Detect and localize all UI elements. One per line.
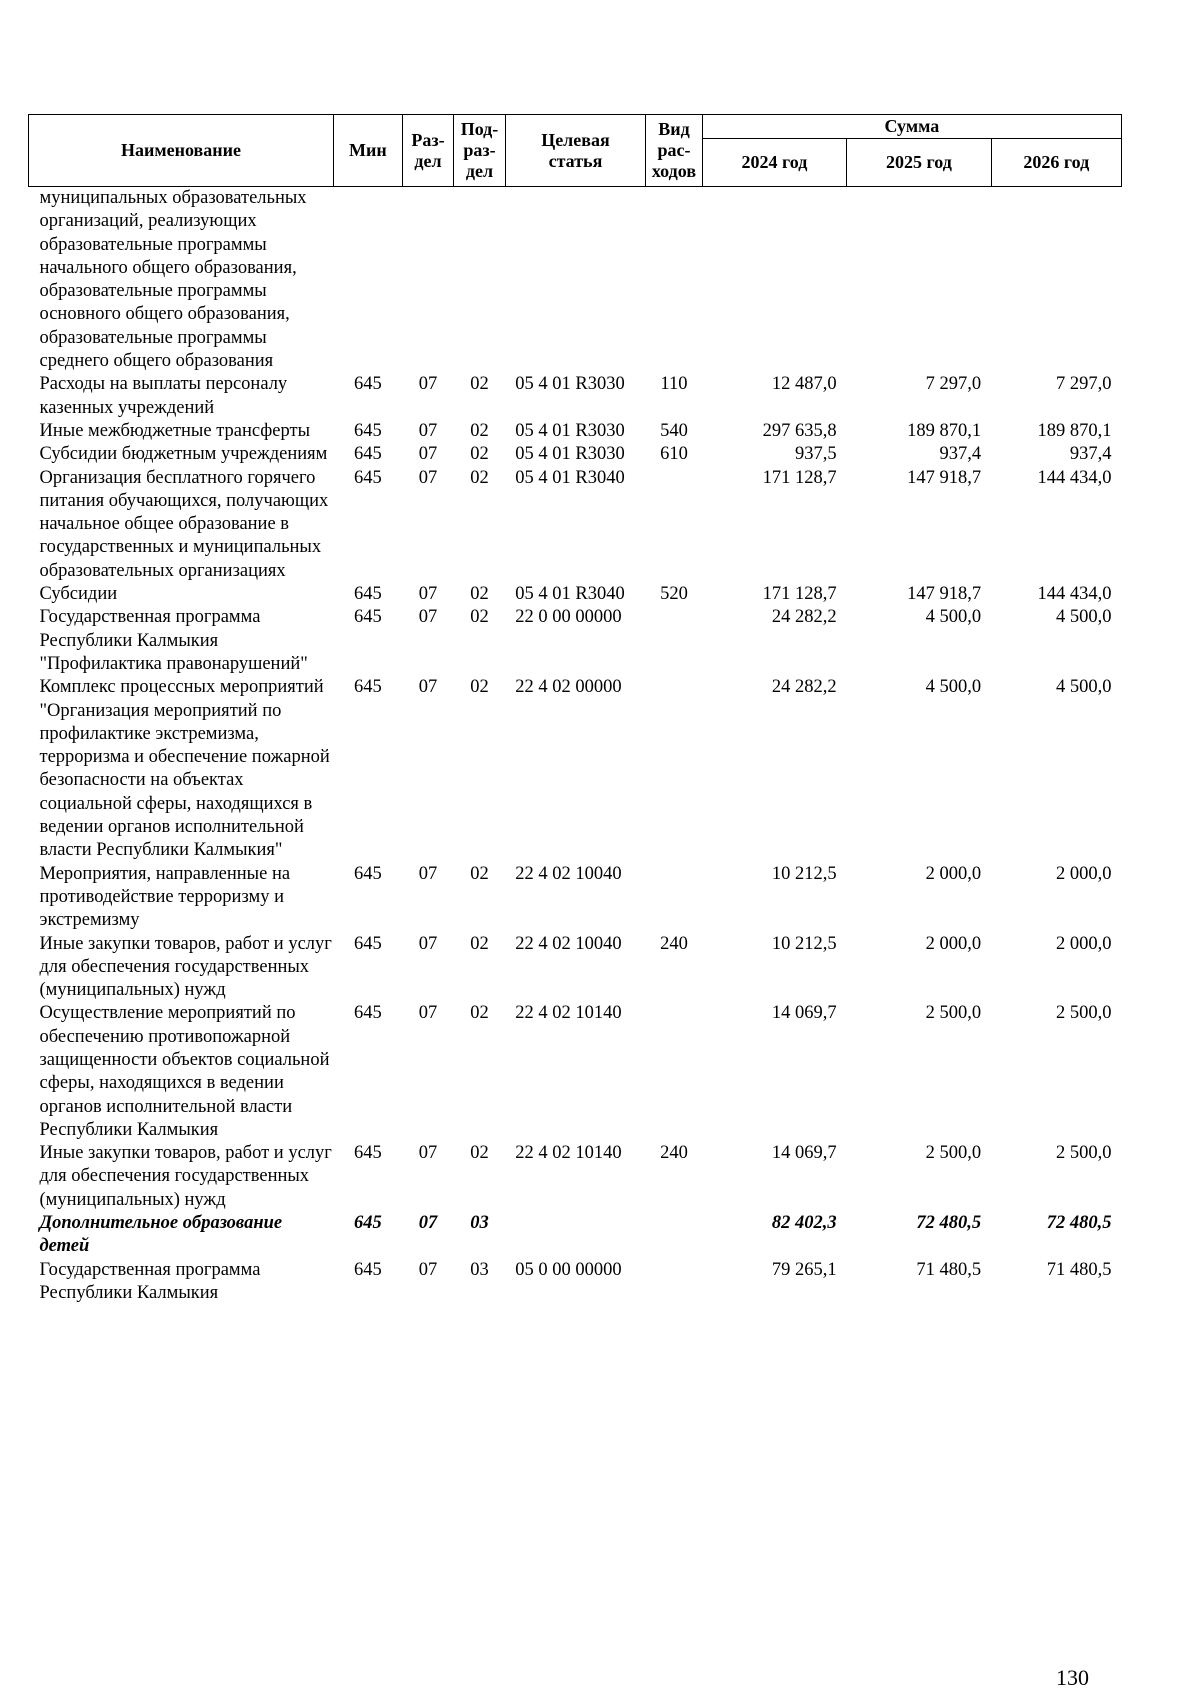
cell-2025: 2 500,0: [925, 1143, 982, 1164]
cell-2024: 82 402,3: [771, 1213, 837, 1234]
cell-2026: 144 434,0: [1037, 584, 1112, 605]
cell-min: 645: [354, 933, 382, 954]
header-2024: 2024 год: [702, 139, 846, 187]
table-row: [29, 606, 1122, 676]
cell-celevaya: 22 4 02 00000: [515, 677, 622, 698]
cell-2026: 937,4: [1069, 444, 1112, 465]
cell-podrazdel: 03: [470, 1259, 489, 1280]
cell-2026: 2 500,0: [1056, 1003, 1112, 1024]
cell-2026: [991, 187, 1121, 374]
cell-vid: [646, 1259, 703, 1306]
cell-podrazdel: 02: [470, 933, 489, 954]
cell-name: Организация бесплатного горячего питания обучающихся, получающих начальное общее образование в государственных и муниципальных образовательных организациях: [39, 467, 329, 581]
cell-podrazdel: 02: [470, 863, 489, 884]
cell-celevaya: 05 4 01 R3030: [515, 444, 625, 465]
cell-vid: [646, 606, 703, 676]
cell-razdel: 07: [418, 444, 438, 465]
cell-podrazdel: 02: [470, 677, 489, 698]
cell-vid: 240: [660, 1143, 688, 1164]
cell-razdel: 07: [418, 677, 438, 698]
cell-2026: 2 000,0: [1056, 863, 1112, 884]
table-body: [29, 187, 1122, 1306]
cell-2026: 7 297,0: [1056, 374, 1112, 395]
cell-razdel: 07: [418, 1213, 438, 1234]
cell-podrazdel: 03: [470, 1213, 489, 1234]
cell-razdel: 07: [418, 1003, 438, 1024]
cell-min: 645: [354, 1213, 382, 1234]
header-name: Наименование: [29, 115, 334, 187]
cell-2025: 71 480,5: [916, 1259, 982, 1280]
cell-razdel: 07: [418, 374, 438, 395]
cell-2024: 14 069,7: [771, 1003, 837, 1024]
cell-name: Государственная программа Республики Калмыкия: [39, 1259, 261, 1303]
cell-vid: 520: [660, 584, 688, 605]
cell-podrazdel: 02: [470, 584, 489, 605]
table-row: [29, 420, 1122, 443]
cell-name: Дополнительное образование детей: [39, 1213, 283, 1257]
cell-celevaya: 22 4 02 10140: [515, 1003, 622, 1024]
cell-celevaya: 22 0 00 00000: [515, 607, 622, 628]
cell-2025: 189 870,1: [907, 420, 982, 441]
cell-razdel: [402, 187, 454, 374]
header-podrazdel: Под- раз- дел: [454, 115, 506, 187]
cell-name: Иные межбюджетные трансферты: [39, 420, 311, 441]
cell-name: Субсидии: [39, 584, 118, 605]
cell-2025: 2 500,0: [925, 1003, 982, 1024]
cell-2025: 2 000,0: [925, 933, 982, 954]
cell-min: 645: [354, 677, 382, 698]
cell-celevaya: 05 4 01 R3030: [515, 374, 625, 395]
cell-podrazdel: 02: [470, 374, 489, 395]
header-celevaya: Целевая статья: [505, 115, 645, 187]
table-row: [29, 373, 1122, 420]
cell-vid: [646, 676, 703, 862]
table-row: [29, 467, 1122, 583]
cell-2025: 147 918,7: [907, 584, 982, 605]
cell-min: 645: [354, 1003, 382, 1024]
cell-2024: 12 487,0: [771, 374, 837, 395]
header-vid: Вид рас- ходов: [646, 115, 703, 187]
cell-2026: 144 434,0: [1037, 467, 1112, 488]
cell-razdel: 07: [418, 420, 438, 441]
cell-min: 645: [354, 584, 382, 605]
cell-name: Комплекс процессных мероприятий "Организация мероприятий по профилактике экстремизма, терроризма и обеспечение пожарной безопасности на объектах социальной сферы, находящихся в ведении органов исполнительной власти Республики Калмыкия": [39, 677, 330, 861]
cell-min: 645: [354, 1259, 382, 1280]
table-row: [29, 1259, 1122, 1306]
cell-podrazdel: [454, 187, 506, 374]
cell-2025: 147 918,7: [907, 467, 982, 488]
cell-podrazdel: 02: [470, 1003, 489, 1024]
cell-2026: 2 000,0: [1056, 933, 1112, 954]
cell-2025: 937,4: [939, 444, 982, 465]
header-2025: 2025 год: [847, 139, 991, 187]
cell-2024: 14 069,7: [771, 1143, 837, 1164]
table-row: [29, 583, 1122, 606]
cell-2024: 79 265,1: [771, 1259, 837, 1280]
cell-2024: [702, 187, 846, 374]
cell-vid: 610: [660, 444, 688, 465]
cell-name: Осуществление мероприятий по обеспечению противопожарной защищенности объектов социальной сферы, находящихся в ведении органов исполнительной власти Республики Калмыкия: [39, 1003, 330, 1140]
cell-podrazdel: 02: [470, 607, 489, 628]
cell-celevaya: 05 0 00 00000: [515, 1259, 622, 1280]
cell-name: Мероприятия, направленные на противодействие терроризму и экстремизму: [39, 863, 291, 931]
cell-2026: 189 870,1: [1037, 420, 1112, 441]
cell-2026: 4 500,0: [1056, 607, 1112, 628]
cell-celevaya: 05 4 01 R3040: [515, 584, 625, 605]
cell-name: Иные закупки товаров, работ и услуг для обеспечения государственных (муниципальных) нужд: [39, 933, 332, 1001]
cell-2026: 71 480,5: [1046, 1259, 1112, 1280]
cell-celevaya: [505, 187, 645, 374]
cell-min: 645: [354, 420, 382, 441]
cell-2024: 937,5: [795, 444, 837, 465]
header-razdel: Раз- дел: [402, 115, 454, 187]
cell-2025: 4 500,0: [925, 677, 982, 698]
cell-2024: 171 128,7: [762, 584, 837, 605]
cell-vid: 240: [660, 933, 688, 954]
cell-razdel: 07: [418, 607, 438, 628]
cell-name: Иные закупки товаров, работ и услуг для обеспечения государственных (муниципальных) нужд: [39, 1143, 332, 1210]
cell-2025: 4 500,0: [925, 607, 982, 628]
table-row: [29, 1142, 1122, 1212]
cell-min: 645: [354, 863, 382, 884]
cell-celevaya: 05 4 01 R3030: [515, 420, 625, 441]
cell-celevaya: 22 4 02 10040: [515, 933, 622, 954]
table-header: [29, 115, 1122, 187]
table-row: [29, 863, 1122, 933]
cell-min: [334, 187, 403, 374]
cell-razdel: 07: [418, 467, 438, 488]
cell-2024: 10 212,5: [771, 863, 837, 884]
table-row: [29, 187, 1122, 374]
cell-razdel: 07: [418, 584, 438, 605]
cell-min: 645: [354, 1143, 382, 1164]
cell-2025: 2 000,0: [925, 863, 982, 884]
cell-name: муниципальных образовательных организаций, реализующих образовательные программы начального общего образования, образовательные программы основного общего образования, образовательные программы среднего общего образования: [39, 188, 307, 372]
cell-razdel: 07: [418, 933, 438, 954]
cell-podrazdel: 02: [470, 1143, 489, 1164]
cell-celevaya: 22 4 02 10040: [515, 863, 622, 884]
cell-vid: 540: [660, 420, 688, 441]
cell-min: 645: [354, 467, 382, 488]
cell-name: Расходы на выплаты персоналу казенных учреждений: [39, 374, 288, 418]
cell-vid: 110: [660, 374, 688, 395]
cell-razdel: 07: [418, 1143, 438, 1164]
cell-razdel: 07: [418, 1259, 438, 1280]
page-number: 130: [1056, 1665, 1089, 1690]
table-row: [29, 443, 1122, 466]
cell-2025: 72 480,5: [916, 1213, 982, 1234]
header-summa: Сумма: [702, 115, 1121, 139]
cell-2025: 7 297,0: [925, 374, 982, 395]
cell-celevaya: [505, 1212, 645, 1259]
cell-2026: 2 500,0: [1056, 1143, 1112, 1164]
cell-2024: 24 282,2: [771, 607, 837, 628]
cell-celevaya: 05 4 01 R3040: [515, 467, 625, 488]
cell-min: 645: [354, 444, 382, 465]
cell-name: Субсидии бюджетным учреждениям: [39, 444, 328, 465]
cell-2026: 4 500,0: [1056, 677, 1112, 698]
table-row: [29, 676, 1122, 862]
cell-vid: [646, 1212, 703, 1259]
cell-podrazdel: 02: [470, 420, 489, 441]
cell-vid: [646, 187, 703, 374]
cell-2024: 297 635,8: [762, 420, 837, 441]
cell-2024: 171 128,7: [762, 467, 837, 488]
cell-vid: [646, 467, 703, 583]
table-row: [29, 1002, 1122, 1142]
cell-vid: [646, 863, 703, 933]
table-row: [29, 933, 1122, 1003]
cell-podrazdel: 02: [470, 444, 489, 465]
budget-table: [28, 114, 1122, 1305]
cell-2025: [847, 187, 991, 374]
header-min: Мин: [334, 115, 403, 187]
cell-celevaya: 22 4 02 10140: [515, 1143, 622, 1164]
cell-2026: 72 480,5: [1046, 1213, 1112, 1234]
cell-podrazdel: 02: [470, 467, 489, 488]
cell-razdel: 07: [418, 863, 438, 884]
cell-min: 645: [354, 374, 382, 395]
header-2026: 2026 год: [991, 139, 1121, 187]
cell-vid: [646, 1002, 703, 1142]
cell-min: 645: [354, 607, 382, 628]
cell-2024: 24 282,2: [771, 677, 837, 698]
cell-2024: 10 212,5: [771, 933, 837, 954]
cell-name: Государственная программа Республики Калмыкия "Профилактика правонарушений": [39, 607, 308, 674]
table-row: [29, 1212, 1122, 1259]
